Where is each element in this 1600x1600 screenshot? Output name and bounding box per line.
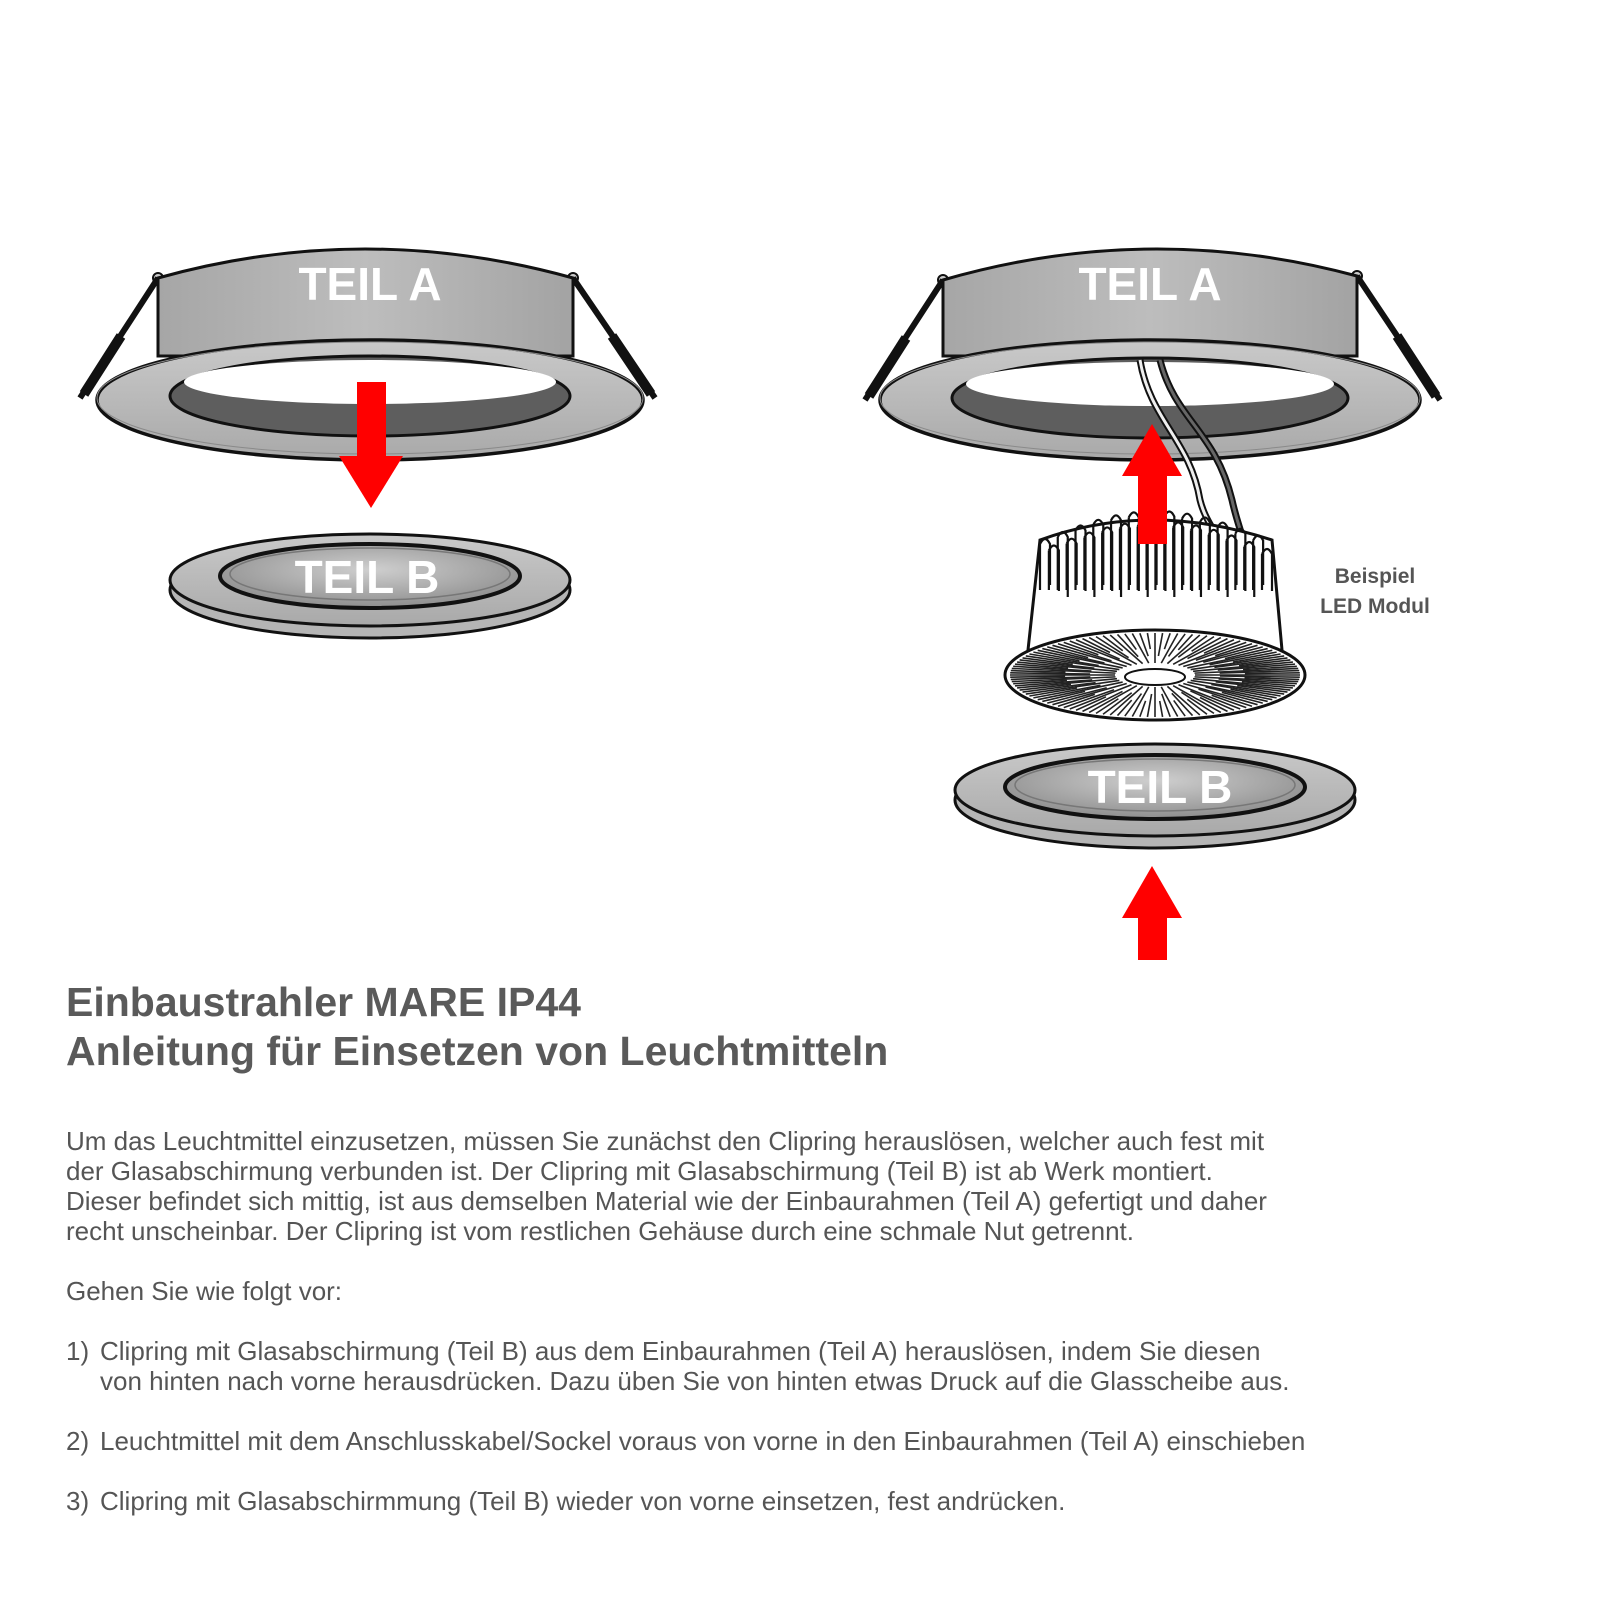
step-number: 1) [66, 1336, 90, 1366]
step-line: Clipring mit Glasabschirmmung (Teil B) wieder von vorne einsetzen, fest andrücken. [100, 1486, 1066, 1516]
intro-line: Dieser befindet sich mittig, ist aus demselben Material wie der Einbaurahmen (Teil A) gefertigt und daher [66, 1186, 1267, 1216]
left-ring-teil-b [170, 534, 570, 638]
left-frame-label: TEIL A [298, 258, 442, 310]
led-module-note-line1: Beispiel [1334, 565, 1416, 588]
title-line-1: Einbaustrahler MARE IP44 [66, 979, 581, 1025]
step-number: 3) [66, 1486, 90, 1516]
right-arrow-up-ring [1122, 866, 1182, 960]
intro-line: Um das Leuchtmittel einzusetzen, müssen Sie zunächst den Clipring herauslösen, welcher auch fest mit [66, 1126, 1265, 1156]
right-ring-teil-b [955, 744, 1355, 848]
step-line: Leuchtmittel mit dem Anschlusskabel/Sockel voraus von vorne in den Einbaurahmen (Teil A) einschieben [100, 1426, 1306, 1456]
step-3 [66, 1486, 1546, 1516]
title-line-2: Anleitung für Einsetzen von Leuchtmitteln [66, 1028, 889, 1074]
right-ring-label: TEIL B [1087, 761, 1233, 813]
led-module-note-line2: LED Modul [1320, 595, 1430, 618]
page-title [66, 978, 888, 1076]
step-line: von hinten nach vorne herausdrücken. Dazu üben Sie von hinten etwas Druck auf die Glasscheibe aus. [100, 1366, 1290, 1396]
steps-intro: Gehen Sie wie folgt vor: [66, 1276, 343, 1306]
right-assembly [865, 249, 1440, 960]
instructions [66, 1126, 1546, 1516]
step-1 [66, 1336, 1546, 1396]
intro-line: recht unscheinbar. Der Clipring ist vom restlichen Gehäuse durch eine schmale Nut getrennt. [66, 1216, 1134, 1246]
step-number: 2) [66, 1426, 90, 1456]
right-frame-label: TEIL A [1078, 258, 1222, 310]
left-assembly [80, 249, 655, 638]
step-line: Clipring mit Glasabschirmung (Teil B) aus dem Einbaurahmen (Teil A) herauslösen, indem Sie diesen [100, 1336, 1261, 1366]
intro-line: der Glasabschirmung verbunden ist. Der Clipring mit Glasabschirmung (Teil B) ist ab Werk montiert. [66, 1156, 1213, 1186]
step-2 [66, 1426, 1546, 1456]
left-ring-label: TEIL B [294, 551, 440, 603]
